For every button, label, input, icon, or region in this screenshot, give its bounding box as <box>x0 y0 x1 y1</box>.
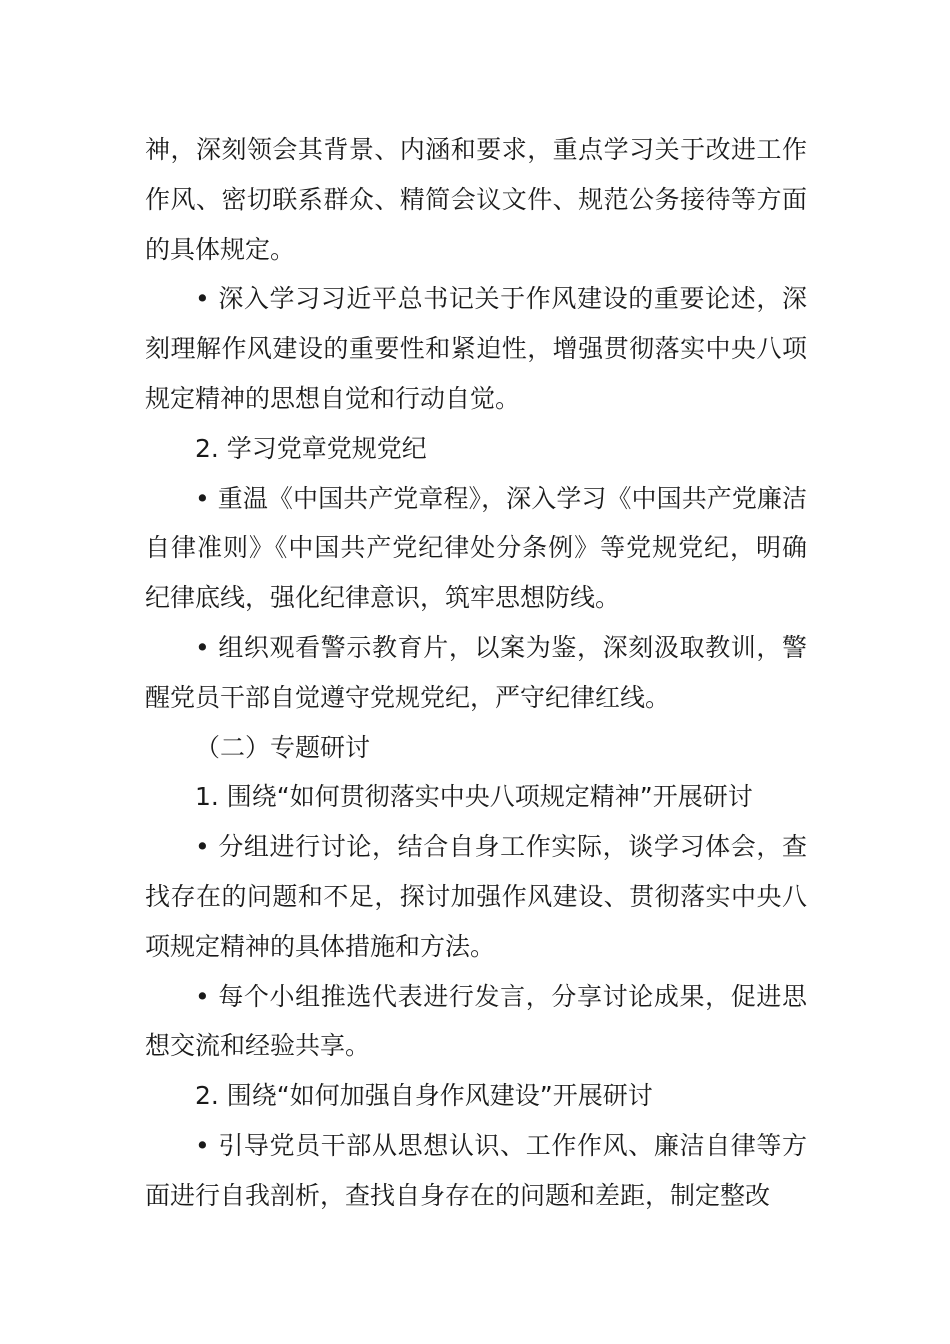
paragraph-continued: 神，深刻领会其背景、内涵和要求，重点学习关于改进工作作风、密切联系群众、精简会议文件、规范公务接待等方面的具体规定。 <box>145 135 807 264</box>
bullet-paragraph: • 重温《中国共产党章程》，深入学习《中国共产党廉洁自律准则》《中国共产党纪律处分条例》等党规党纪，明确纪律底线，强化纪律意识，筑牢思想防线。 <box>145 483 807 613</box>
numbered-heading: 2. 学习党章党规党纪 <box>195 433 427 463</box>
bullet-paragraph: • 引导党员干部从思想认识、工作作风、廉洁自律等方面进行自我剖析，查找自身存在的问题和差距，制定整改 <box>145 1130 807 1210</box>
numbered-heading: 2. 围绕“如何加强自身作风建设”开展研讨 <box>195 1081 653 1111</box>
bullet-paragraph: • 组织观看警示教育片，以案为鉴，深刻汲取教训，警醒党员干部自觉遵守党规党纪，严守纪律红线。 <box>145 632 807 712</box>
bullet-paragraph: • 深入学习习近平总书记关于作风建设的重要论述，深刻理解作风建设的重要性和紧迫性，增强贯彻落实中央八项规定精神的思想自觉和行动自觉。 <box>145 284 807 413</box>
bullet-paragraph: • 每个小组推选代表进行发言，分享讨论成果，促进思想交流和经验共享。 <box>145 981 807 1061</box>
document-body <box>145 125 807 1221</box>
section-heading: （二）专题研讨 <box>195 732 371 762</box>
numbered-heading: 1. 围绕“如何贯彻落实中央八项规定精神”开展研讨 <box>195 782 753 812</box>
bullet-paragraph: • 分组进行讨论，结合自身工作实际，谈学习体会，查找存在的问题和不足，探讨加强作风建设、贯彻落实中央八项规定精神的具体措施和方法。 <box>145 832 807 961</box>
